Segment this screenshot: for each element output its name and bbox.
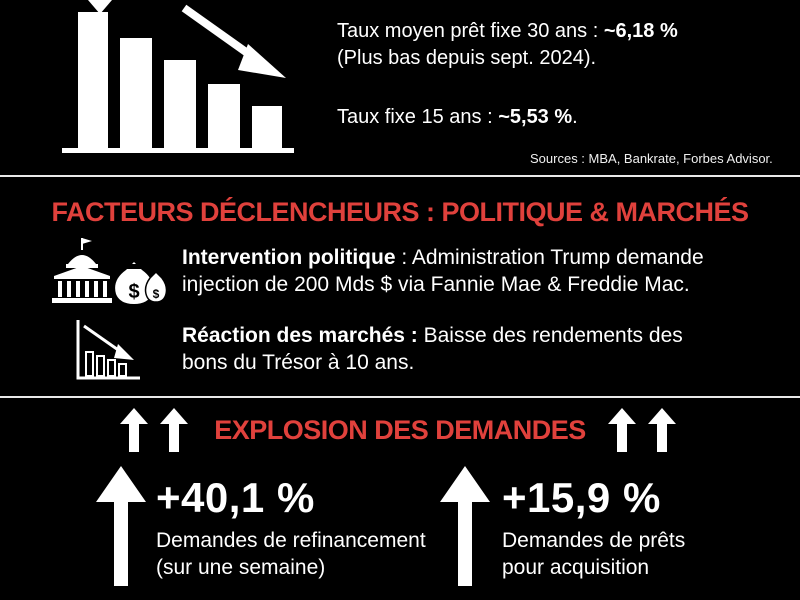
big-up-arrow-purchase-icon — [440, 466, 490, 586]
factor-markets: Réaction des marchés : Baisse des rendements des bons du Trésor à 10 ans. — [182, 324, 683, 374]
declining-bars-icon — [60, 0, 300, 160]
big-up-arrow-refinance-icon — [96, 466, 146, 586]
rate15-label: Taux fixe 15 ans : — [337, 106, 499, 128]
declining-chart-icon — [74, 318, 142, 382]
factor-politics: Intervention politique : Administration Trump demande injection de 200 Mds $ via Fannie Mae & Freddie Mac. — [182, 246, 704, 296]
factor-markets-detail: bons du Trésor à 10 ans. — [182, 351, 415, 374]
rate15-line: Taux fixe 15 ans : ~5,53 %. — [337, 106, 578, 128]
factor-politics-detail: injection de 200 Mds $ via Fannie Mae & Freddie Mac. — [182, 273, 690, 296]
rate30-value: ~6,18 % — [603, 20, 678, 42]
rate30-label: Taux moyen prêt fixe 30 ans : — [337, 20, 604, 42]
up-arrows-right-icon — [606, 408, 682, 452]
rate30-note: (Plus bas depuis sept. 2024). — [337, 47, 597, 69]
svg-text:$: $ — [128, 281, 140, 303]
rate30-line — [337, 18, 678, 44]
refinance-increase-value: +40,1 % — [156, 474, 315, 521]
purchase-label: Demandes de prêts pour acquisition — [502, 529, 686, 579]
factor-markets-heading: Réaction des marchés : — [182, 324, 418, 347]
refinance-label: Demandes de refinancement (sur une semaine) — [156, 529, 426, 579]
divider-top — [0, 175, 800, 177]
factors-title: FACTEURS DÉCLENCHEURS : POLITIQUE & MARCHÉS — [51, 197, 749, 227]
government-money-icon — [50, 236, 168, 306]
demand-title: EXPLOSION DES DEMANDES — [214, 415, 586, 445]
rate15-value: ~5,53 % — [498, 106, 573, 128]
divider-middle — [0, 396, 800, 398]
sources-note: Sources : MBA, Bankrate, Forbes Advisor. — [530, 151, 773, 166]
purchase-increase-value: +15,9 % — [502, 474, 661, 521]
svg-text:$: $ — [152, 287, 160, 301]
factor-politics-heading: Intervention politique — [182, 246, 396, 269]
